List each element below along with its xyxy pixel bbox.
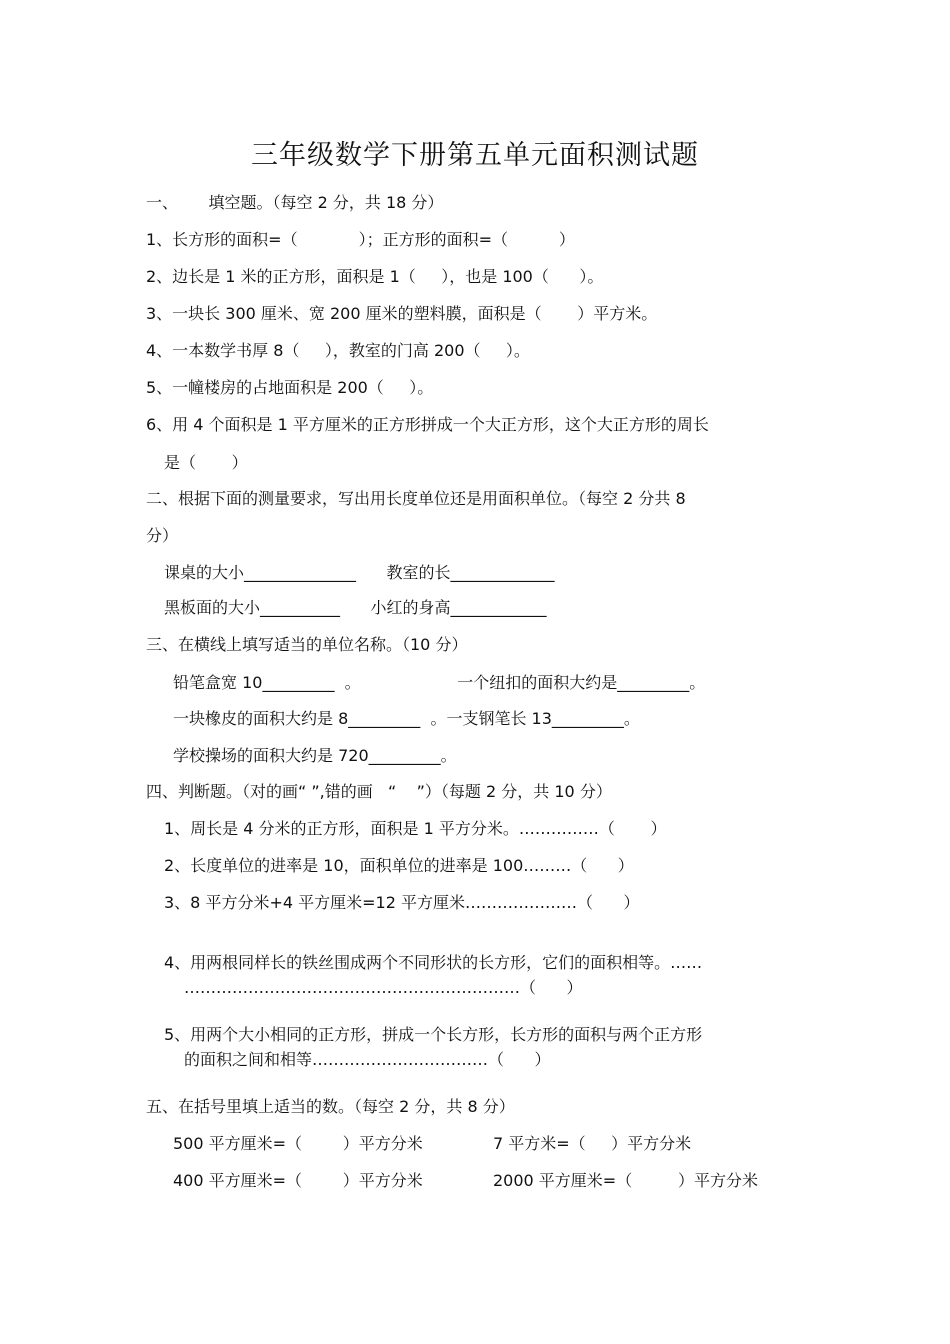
s2-row-1: 课桌的大小______________ 教室的长_____________	[164, 563, 555, 582]
s2-row-2: 黑板面的大小__________ 小红的身高____________	[164, 598, 547, 617]
s5-row-2-right: 2000 平方厘米=（ ）平方分米	[493, 1171, 758, 1190]
s4-question-4-line-1: 4、用两根同样长的铁丝围成两个不同形状的长方形，它们的面积相等。……	[164, 953, 703, 972]
section-2-heading-line-2: 分）	[146, 526, 179, 545]
s3-row-1: 铅笔盒宽 10_________ 。 一个纽扣的面积大约是_________。	[173, 673, 706, 692]
s1-question-4: 4、一本数学书厚 8（ ），教室的门高 200（ ）。	[146, 341, 530, 360]
section-2-heading-line-1: 二、根据下面的测量要求，写出用长度单位还是用面积单位。（每空 2 分共 8	[146, 489, 686, 508]
s3-row-2: 一块橡皮的面积大约是 8_________ 。一支钢笔长 13_________。	[173, 709, 640, 728]
s1-question-6-line-1: 6、用 4 个面积是 1 平方厘米的正方形拼成一个大正方形，这个大正方形的周长	[146, 415, 709, 434]
s4-question-3: 3、8 平方分米+4 平方厘米=12 平方厘米…………………（ ）	[164, 893, 640, 912]
section-3-heading: 三、在横线上填写适当的单位名称。（10 分）	[146, 635, 468, 654]
s1-question-5: 5、一幢楼房的占地面积是 200（ ）。	[146, 378, 434, 397]
s5-row-1-left: 500 平方厘米=（ ）平方分米	[173, 1134, 423, 1153]
s4-question-1: 1、周长是 4 分米的正方形，面积是 1 平方分米。……………（ ）	[164, 819, 667, 838]
s4-question-4-line-2: ………………………………………………………（ ）	[184, 978, 583, 997]
s1-question-3: 3、一块长 300 厘米、宽 200 厘米的塑料膜，面积是（ ）平方米。	[146, 304, 658, 323]
s5-row-1-right: 7 平方米=（ ）平方分米	[493, 1134, 692, 1153]
section-4-heading: 四、判断题。（对的画“ ”,错的画 “ ”）（每题 2 分，共 10 分）	[146, 782, 612, 801]
s1-question-2: 2、边长是 1 米的正方形，面积是 1（ ），也是 100（ ）。	[146, 267, 604, 286]
section-5-heading: 五、在括号里填上适当的数。（每空 2 分，共 8 分）	[146, 1097, 515, 1116]
s1-question-6-line-2: 是（ ）	[164, 453, 248, 472]
s5-row-2-left: 400 平方厘米=（ ）平方分米	[173, 1171, 423, 1190]
section-1-heading: 一、 填空题。（每空 2 分，共 18 分）	[146, 193, 444, 212]
s3-row-3: 学校操场的面积大约是 720_________。	[173, 746, 457, 765]
s1-question-1: 1、长方形的面积=（ ）；正方形的面积=（ ）	[146, 230, 575, 249]
s4-question-2: 2、长度单位的进率是 10，面积单位的进率是 100………（ ）	[164, 856, 634, 875]
page-title: 三年级数学下册第五单元面积测试题	[251, 140, 699, 171]
s4-question-5-line-2: 的面积之间和相等……………………………（ ）	[184, 1050, 551, 1069]
s4-question-5-line-1: 5、用两个大小相同的正方形，拼成一个长方形，长方形的面积与两个正方形	[164, 1025, 703, 1044]
